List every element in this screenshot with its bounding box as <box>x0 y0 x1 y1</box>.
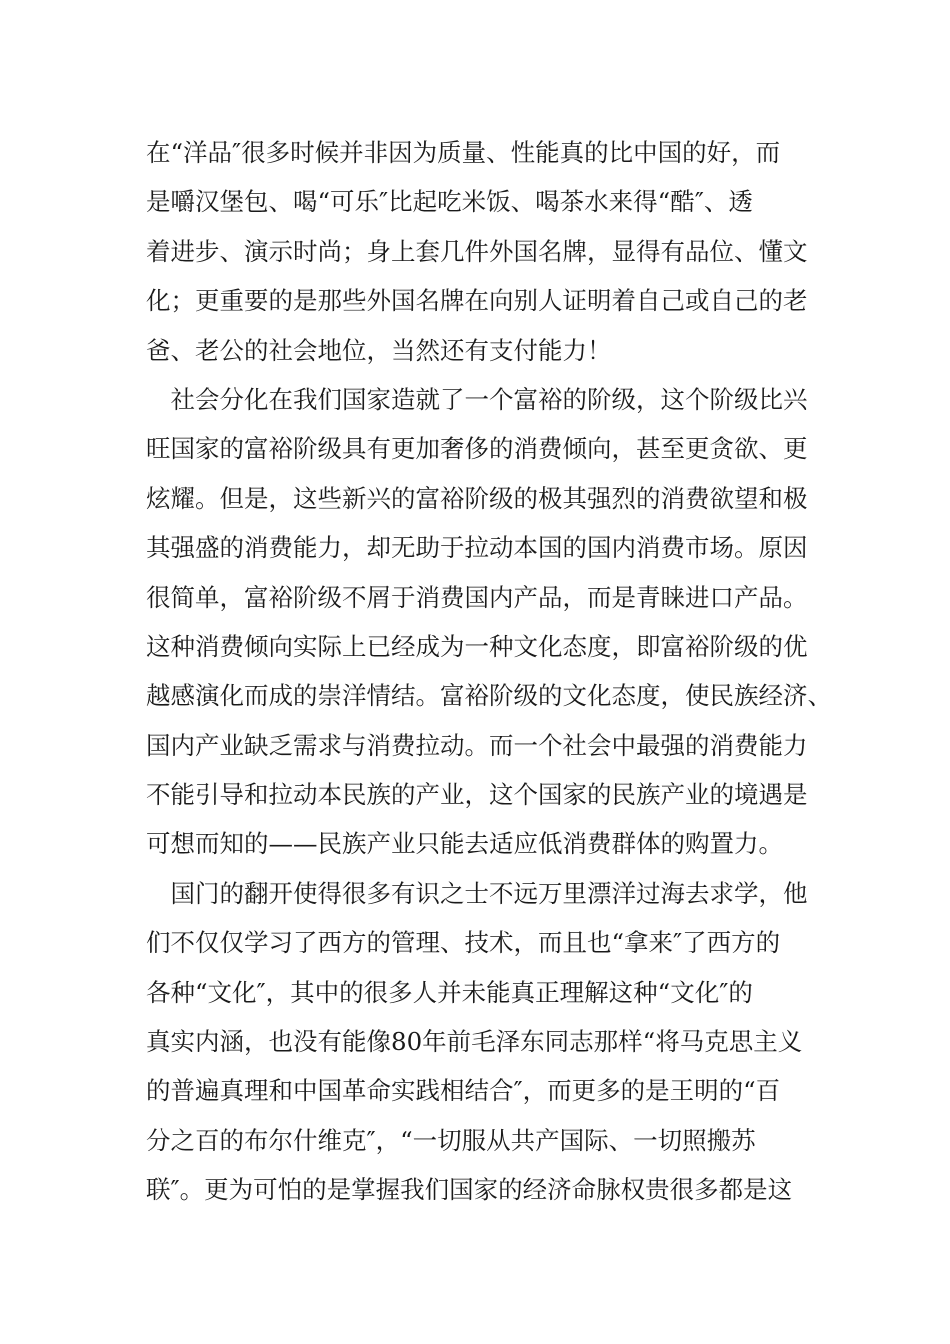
text-line: 在“洋品″很多时候并非因为质量、性能真的比中国的好，而 <box>146 138 781 167</box>
body-text <box>146 128 832 1215</box>
text-line: 不能引导和拉动本民族的产业，这个国家的民族产业的境遇是 <box>146 780 808 810</box>
text-line: 可想而知的——民族产业只能去适应低消费群体的购置力。 <box>146 829 783 859</box>
text-line: 其强盛的消费能力，却无助于拉动本国的国内消费市场。原因 <box>146 533 808 563</box>
text-line: 炫耀。但是，这些新兴的富裕阶级的极其强烈的消费欲望和极 <box>146 483 808 513</box>
text-line: 国门的翻开使得很多有识之士不远万里漂洋过海去求学，他 <box>146 878 808 908</box>
text-line: 这种消费倾向实际上已经成为一种文化态度，即富裕阶级的优 <box>146 631 808 661</box>
text-line: 各种“文化″，其中的很多人并未能真正理解这种“文化″的 <box>146 977 753 1007</box>
text-line: 爸、老公的社会地位，当然还有支付能力！ <box>146 335 612 365</box>
text-line: 越感演化而成的崇洋情结。富裕阶级的文化态度，使民族经济、 <box>146 681 832 711</box>
text-line: 着进步、演示时尚；身上套几件外国名牌，显得有品位、懂文 <box>146 236 808 266</box>
text-line: 真实内涵，也没有能像80年前毛泽东同志那样“将马克思主义 <box>146 1027 803 1057</box>
text-line: 分之百的布尔什维克″，“一切服从共产国际、一切照搬苏 <box>146 1125 756 1155</box>
text-line: 国内产业缺乏需求与消费拉动。而一个社会中最强的消费能力 <box>146 730 808 760</box>
text-line: 很简单，富裕阶级不屑于消费国内产品，而是青睐进口产品。 <box>146 582 808 612</box>
text-line: 是嚼汉堡包、喝“可乐″比起吃米饭、喝茶水来得“酷″、透 <box>146 187 753 217</box>
text-line: 的普遍真理和中国革命实践相结合″，而更多的是王明的“百 <box>146 1076 781 1106</box>
text-line: 们不仅仅学习了西方的管理、技术，而且也“拿来″了西方的 <box>146 928 781 958</box>
text-line: 旺国家的富裕阶级具有更加奢侈的消费倾向，甚至更贪欲、更 <box>146 434 808 464</box>
text-line: 社会分化在我们国家造就了一个富裕的阶级，这个阶级比兴 <box>146 384 808 414</box>
text-line: 联″。更为可怕的是掌握我们国家的经济命脉权贵很多都是这 <box>146 1175 793 1205</box>
text-line: 化；更重要的是那些外国名牌在向别人证明着自己或自己的老 <box>146 286 808 316</box>
